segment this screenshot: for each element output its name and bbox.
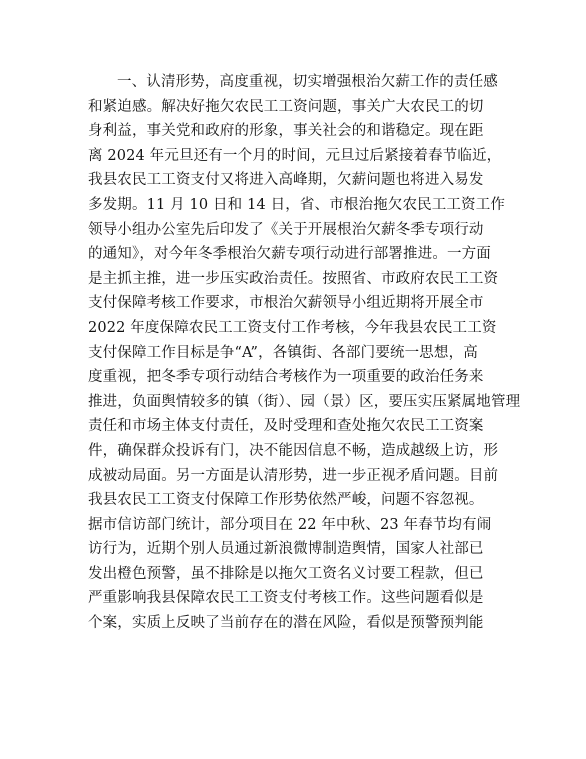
text-line: 身利益，事关党和政府的形象，事关社会的和谐稳定。现在距 [88,123,484,140]
body-paragraph [88,70,521,636]
text-line: 度重视，把冬季专项行动结合考核作为一项重要的政治任务来 [88,369,484,386]
text-line: 是主抓主推，进一步压实政治责任。按照省、市政府农民工工资 [88,270,499,287]
text-line: 2022 年度保障农民工工资支付工作考核，今年我县农民工工资 [88,319,497,336]
text-line: 和紧迫感。解决好拖欠农民工工资问题，事关广大农民工的切 [88,98,484,115]
text-line: 责任和市场主体支付责任，及时受理和查处拖欠农民工工资案 [88,418,484,435]
text-line: 一、认清形势，高度重视，切实增强根治欠薪工作的责任感 [117,74,498,90]
text-line: 严重影响我县保障农民工工资支付考核工作。这些问题看似是 [88,590,484,607]
text-line: 我县农民工工资支付保障工作形势依然严峻，问题不容忽视。 [88,492,484,509]
text-line: 件，确保群众投诉有门，决不能因信息不畅，造成越级上访，形 [88,442,499,459]
text-line: 据市信访部门统计，部分项目在 22 年中秋、23 年春节均有闹 [88,516,492,533]
text-line: 的通知》，对今年冬季根治欠薪专项行动进行部署推进。一方面 [88,246,491,263]
text-line: 离 2024 年元旦还有一个月的时间，元旦过后紧接着春节临近， [88,147,502,164]
text-line: 个案，实质上反映了当前存在的潜在风险，看似是预警预判能 [88,615,484,632]
text-line: 支付保障考核工作要求，市根治欠薪领导小组近期将开展全市 [88,295,484,312]
text-line: 领导小组办公室先后印发了《关于开展根治欠薪冬季专项行动 [88,221,484,238]
text-line: 成被动局面。另一方面是认清形势，进一步正视矛盾问题。目前 [88,467,499,484]
text-line: 我县农民工工资支付又将进入高峰期，欠薪问题也将进入易发 [88,172,484,189]
text-line: 多发期。11 月 10 日和 14 日，省、市根治拖欠农民工工资工作 [88,196,505,213]
text-line: 支付保障工作目标是争“A”，各镇街、各部门要统一思想，高 [88,344,478,361]
text-line: 发出橙色预警，虽不排除是以拖欠工资名义讨要工程款，但已 [88,565,484,582]
text-line: 访行为，近期个别人员通过新浪微博制造舆情，国家人社部已 [88,541,484,558]
text-line: 推进，负面舆情较多的镇（街）、园（景）区，要压实压紧属地管理 [88,393,521,410]
